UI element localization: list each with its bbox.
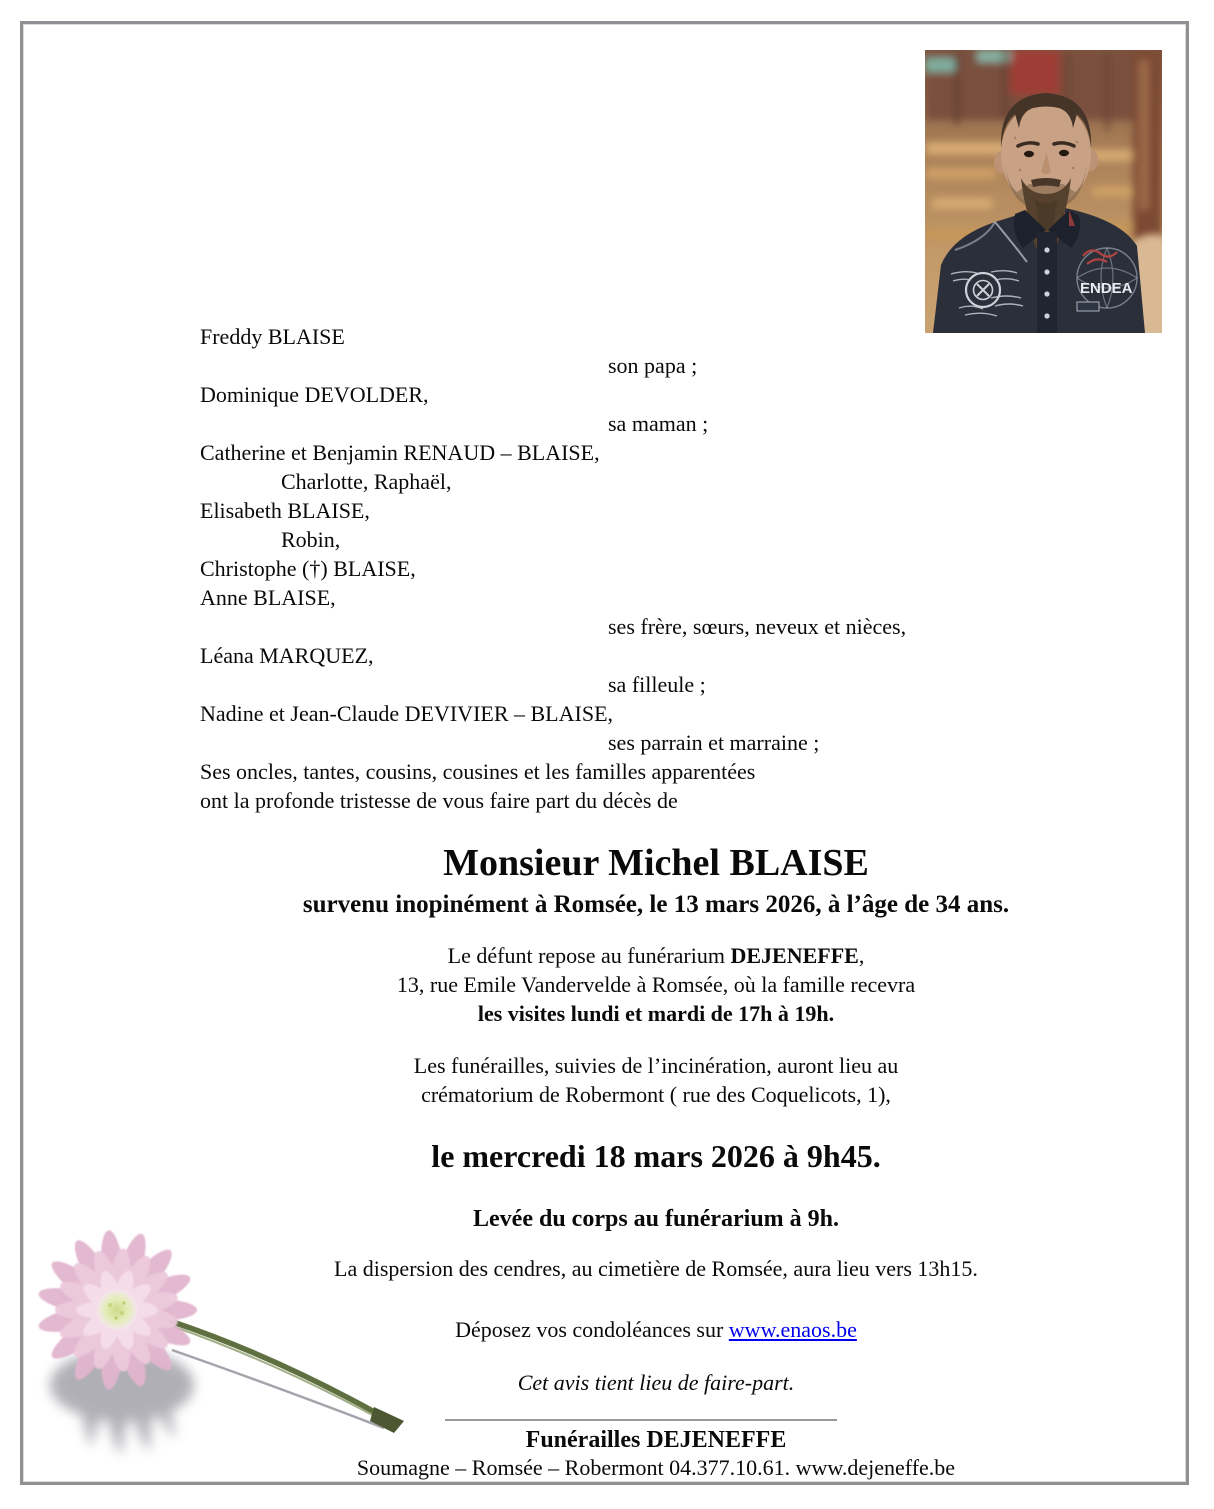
family-line: Dominique DEVOLDER, <box>200 382 429 407</box>
notice-line: Cet avis tient lieu de faire-part. <box>517 1370 795 1395</box>
family-line: sa filleule ; <box>608 672 706 697</box>
family-line: Léana MARQUEZ, <box>200 643 374 668</box>
family-line: Nadine et Jean-Claude DEVIVIER – BLAISE, <box>200 701 614 726</box>
funeral-home-info: Soumagne – Romsée – Robermont 04.377.10.61. www.dejeneffe.be <box>356 1455 956 1480</box>
family-line: Ses oncles, tantes, cousins, cousines et les familles apparentées <box>200 759 756 784</box>
funeral-paragraph <box>148 1051 1164 1109</box>
family-line: Christophe (†) BLAISE, <box>200 556 416 581</box>
funeral-home-title: Funérailles DEJENEFFE <box>525 1427 787 1453</box>
portrait-photo <box>925 50 1162 333</box>
condolences-text: Déposez vos condoléances sur <box>455 1317 729 1342</box>
levee-line: Levée du corps au funérarium à 9h. <box>473 1206 839 1232</box>
funeral-line1: Les funérailles, suivies de l’incinération, auront lieu au <box>413 1053 899 1078</box>
family-list <box>200 322 1040 815</box>
family-line: son papa ; <box>608 353 698 378</box>
family-line: Robin, <box>281 527 341 552</box>
shirt-text: ENDEA <box>1080 280 1133 297</box>
visits-line: les visites lundi et mardi de 17h à 19h. <box>477 1001 835 1026</box>
family-line: ont la profonde tristesse de vous faire part du décès de <box>200 788 678 813</box>
footer-divider <box>445 1419 837 1421</box>
family-line: Charlotte, Raphaël, <box>281 469 452 494</box>
dispersion-line: La dispersion des cendres, au cimetière de Romsée, aura lieu vers 13h15. <box>334 1256 978 1281</box>
repose-paragraph <box>148 941 1164 1028</box>
flower-image <box>22 1185 422 1485</box>
family-line: sa maman ; <box>608 411 709 436</box>
enaos-link[interactable]: www.enaos.be <box>728 1317 857 1342</box>
funeral-line2: crématorium de Robermont ( rue des Coquelicots, 1), <box>421 1082 891 1107</box>
family-line: Anne BLAISE, <box>200 585 336 610</box>
family-line: Freddy BLAISE <box>200 324 345 349</box>
family-line: Catherine et Benjamin RENAUD – BLAISE, <box>200 440 600 465</box>
family-line: Elisabeth BLAISE, <box>200 498 370 523</box>
funeral-home-name: DEJENEFFE <box>730 943 859 968</box>
repose-line2: 13, rue Emile Vandervelde à Romsée, où la famille recevra <box>396 972 916 997</box>
family-line: ses parrain et marraine ; <box>608 730 820 755</box>
funeral-date: le mercredi 18 mars 2026 à 9h45. <box>431 1138 881 1174</box>
repose-line1: Le défunt repose au funérarium DEJENEFFE, <box>447 943 865 968</box>
family-line: ses frère, sœurs, neveux et nièces, <box>608 614 907 639</box>
deceased-subtitle: survenu inopinément à Romsée, le 13 mars 2026, à l’âge de 34 ans. <box>302 891 1010 918</box>
deceased-name: Monsieur Michel BLAISE <box>443 842 869 884</box>
